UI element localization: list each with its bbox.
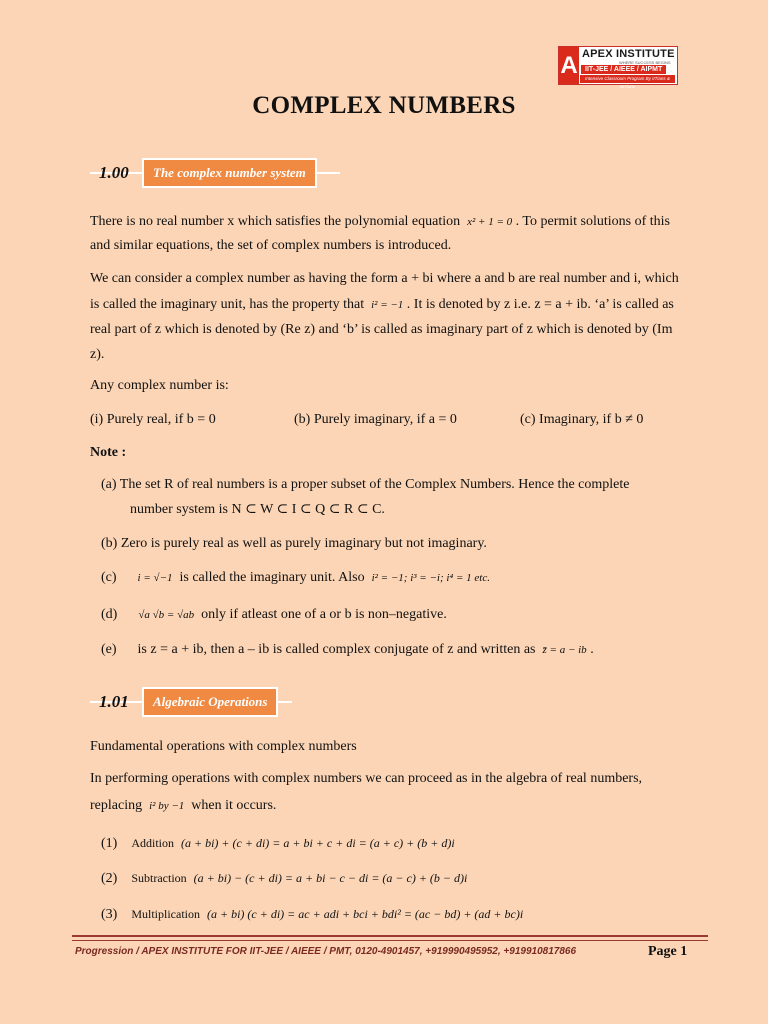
logo-letter: A <box>559 47 579 84</box>
section-heading: Algebraic Operations <box>142 687 278 717</box>
text: . To permit solutions of this <box>515 214 670 229</box>
paragraph-line: In performing operations with complex numbers we can proceed as in the algebra of real numbers, <box>90 771 643 786</box>
paragraph <box>90 213 670 231</box>
text: is called the imaginary unit, has the property that <box>90 297 365 312</box>
equation: (a + bi) − (c + di) = a + bi − c − di = (a − c) + (b − d)i <box>193 871 468 885</box>
paragraph <box>90 296 674 314</box>
equation: (a + bi) + (c + di) = a + bi + c + di = (a + c) + (b + d)i <box>181 836 455 850</box>
list-item: (i) Purely real, if b = 0 <box>90 412 216 427</box>
logo-subname: WHERE SUCCESS BEGINS <box>619 60 671 65</box>
text: . <box>590 642 594 657</box>
footer-rule <box>72 940 708 941</box>
text: (c) <box>101 570 117 585</box>
text: (1) <box>101 836 118 851</box>
footer-rule <box>72 935 708 937</box>
note-item <box>101 641 594 659</box>
logo-name: APEX INSTITUTE <box>582 48 675 60</box>
footer-text: Progression / APEX INSTITUTE FOR IIT-JEE / AIEEE / PMT, 0120-4901457, +919990495952, +919910817866 <box>75 946 577 957</box>
note-heading: Note : <box>90 445 127 460</box>
logo-tagline: Intensive Classroom Program By IITians & NITians <box>580 75 675 83</box>
text: (d) <box>101 607 118 622</box>
logo-exams: IIT-JEE / AIEEE / AIPMT <box>581 65 666 74</box>
paragraph <box>90 797 276 815</box>
paragraph-line: We can consider a complex number as having the form a + bi where a and b are real number and i, which <box>90 271 679 286</box>
equation: z̄ = a − ib <box>542 644 587 656</box>
note-item: (a) The set R of real numbers is a proper subset of the Complex Numbers. Hence the complete <box>101 477 630 492</box>
text: Multiplication <box>131 907 200 921</box>
equation: (a + bi) (c + di) = ac + adi + bci + bdi² = (ac − bd) + (ad + bc)i <box>207 907 524 921</box>
equation: i² = −1 <box>371 299 404 311</box>
list-item: (c) Imaginary, if b ≠ 0 <box>520 412 644 427</box>
apex-logo <box>558 46 678 89</box>
text: (3) <box>101 907 118 922</box>
equation: i = √−1 <box>137 572 173 584</box>
section-number: 1.01 <box>99 692 129 711</box>
text: only if atleast one of a or b is non–negative. <box>201 607 447 622</box>
page-title: COMPLEX NUMBERS <box>252 92 516 119</box>
paragraph-line: z). <box>90 347 105 362</box>
note-item <box>101 569 490 587</box>
note-item <box>101 606 447 624</box>
text: Addition <box>131 836 174 850</box>
text: is called the imaginary unit. Also <box>179 570 365 585</box>
paragraph-line: Fundamental operations with complex numbers <box>90 739 357 754</box>
operation-subtraction <box>101 869 467 888</box>
text: . It is denoted by z i.e. z = a + ib. ‘a’ is called as <box>406 297 674 312</box>
equation: x² + 1 = 0 <box>467 216 513 228</box>
equation: i² by −1 <box>149 800 185 812</box>
operation-multiplication <box>101 905 523 924</box>
paragraph-line: real part of z which is denoted by (Re z) and ‘b’ is called as imaginary part of z which is denoted by (Im <box>90 322 673 337</box>
paragraph-line: Any complex number is: <box>90 378 229 393</box>
text: (2) <box>101 871 118 886</box>
operation-addition <box>101 834 455 853</box>
paragraph-line: and similar equations, the set of complex numbers is introduced. <box>90 238 452 253</box>
text: Subtraction <box>131 871 187 885</box>
note-item: (b) Zero is purely real as well as purely imaginary but not imaginary. <box>101 536 487 551</box>
page-number: Page 1 <box>648 944 688 959</box>
text: (e) <box>101 642 117 657</box>
text: replacing <box>90 798 143 813</box>
equation: √a √b = √ab <box>138 609 195 621</box>
section-heading: The complex number system <box>142 158 317 188</box>
equation: i² = −1; i³ = −i; i⁴ = 1 etc. <box>371 572 490 584</box>
section-number: 1.00 <box>99 163 129 182</box>
text: is z = a + ib, then a – ib is called complex conjugate of z and written as <box>137 642 536 657</box>
note-item: number system is N ⊂ W ⊂ I ⊂ Q ⊂ R ⊂ C. <box>130 502 385 517</box>
text: when it occurs. <box>191 798 277 813</box>
list-item: (b) Purely imaginary, if a = 0 <box>294 412 457 427</box>
text: There is no real number x which satisfies the polynomial equation <box>90 214 461 229</box>
